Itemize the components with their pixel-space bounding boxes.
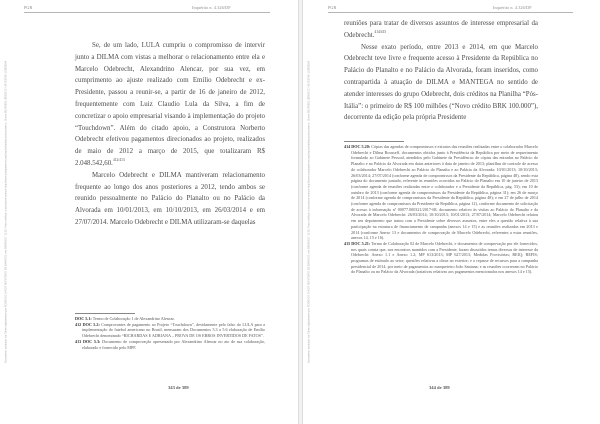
sidebar-text: Documento assinado via Token digitalmente por RODRIGO JANOT MONTEIRO DE BARROS, em 08/09/2017 11:16. Para verificar a assinatura acesse http://www.transparencia.mpf.mp.br/validacaodocumento. Chave 6D2F8E01.3B9D5C17.4A7E2F90.1C8B3D64 xyxy=(307,60,311,364)
footnote-text: Comprovantes de pagamento ao Projeto “Touchdown”, devidamente pelo falso do LULA para a implementação do futebol americano no Brasil, mensuram dos Documentos 5.3 a 5.6 elaboração de Emílio Odebrecht denominado “RICHARDAS E ADRIANA – PROVA DE OS ERROS INVERTIDOS DE FATOS”. xyxy=(82,321,265,339)
header-left: PGR xyxy=(24,5,33,10)
footnote xyxy=(75,339,265,350)
footnotes xyxy=(75,316,265,350)
body-text xyxy=(75,40,265,229)
footnote-label: 412 DOC 5.2: xyxy=(75,321,100,327)
header-left: PGR xyxy=(328,5,337,10)
signature-sidebar xyxy=(3,0,9,424)
footnote-text: Documento de comprovação apresentado por Alexandrino Alencar no ato de sua colaboração, elaborado e fornecido pelo MPF. xyxy=(82,338,265,350)
footnotes xyxy=(344,144,538,275)
paragraph xyxy=(75,170,265,229)
footnote-reference: 412/413 xyxy=(112,157,125,162)
sidebar-text: Documento assinado via Token digitalmente por RODRIGO JANOT MONTEIRO DE BARROS, em 08/09/2017 11:16. Para verificar a assinatura acesse http://www.transparencia.mpf.mp.br/validacaodocumento. Chave 6D2F8E01.3B9D5C17.4A7E2F90.1C8B3D64 xyxy=(4,60,8,364)
header-right: Inquérito n. 4.326/DF xyxy=(493,5,532,10)
footnote-label: 413 DOC 5.3: xyxy=(75,338,101,344)
header-right: Inquérito n. 4.326/DF xyxy=(192,5,231,10)
header-rule xyxy=(24,12,270,13)
paragraph xyxy=(344,42,538,125)
footnote-rule xyxy=(344,141,404,142)
footnote-label: 414 DOC 5.20: xyxy=(344,144,371,149)
left-page xyxy=(0,0,299,424)
footnote-rule xyxy=(75,313,135,314)
header-rule xyxy=(328,12,573,13)
paragraph-text: Marcelo Odebrecht e DILMA mantiveram relacionamento frequente ao longo dos anos posteriores a 2012, tendo ambos se reunido pessoalmente no Palácio do Planalto ou no Palácio da Alvorada em 10/01/2013, em 10/10/2013, em 26/03/2014 e em 27/07/2014. Marcelo Odebrecht e DILMA utilizaram-se daquelas xyxy=(75,171,265,226)
paragraph-text: Nesse exato período, entre 2013 e 2014, em que Marcelo Odebrecht teve livre e frequente acesso à Presidente da República no Palácio do Planalto e no Palácio da Alvorada, foram inseridos, como contrapartida à atuação de DILMA e MANTEGA no sentido de atender interesses do grupo Odebrecht, dois créditos na Planilha “Pós-Itália”: o primeiro de R$ 100 milhões (“Novo crédito BRK 100.000”), decorrente da edição pela própria Presidente xyxy=(344,43,538,122)
paragraph xyxy=(344,18,538,42)
page-number: 343 de 389 xyxy=(168,385,189,390)
page-number: 344 de 389 xyxy=(429,385,450,390)
footnote xyxy=(75,322,265,339)
signature-sidebar xyxy=(306,0,312,424)
footnote-label: 415 DOC 5.21: xyxy=(344,240,371,246)
paragraph-text: Se, de um lado, LULA cumpriu o compromisso de intervir junto a DILMA com vistas a melhorar o relacionamento entre ela e Marcelo Odebrecht, Alexandrino Alencar, por sua vez, em cumprimento ao ajuste realizado com Emílio Odebrecht e ex-Presidente, passou a reunir-se, a partir de 16 de janeiro de 2012, frequentemente com Luiz Claudio Lula da Silva, a fim de concretizar o apoio empresarial visando à implementação do projeto “Touchdown”. Além do citado apoio, a Construtora Norberto Odebrecht efetivou pagamentos direcionados ao projeto, realizados de maio de 2012 a março de 2015, que totalizaram R$ 2.048.542,60. xyxy=(75,42,265,167)
footnote-text: Termo de Colaboração 02 de Marcelo Odebrecht, e documentos de comprovação por ele fornecidos, nos quais consta que, nos encontros mantidos com a Presidente, foram discutidos temas diversos de interesse da Odebrecht: Anexo 1.1 e Anexo 1.2; MP 613/2013; MP 627/2013; Medidas Provisórias; REIQ; REFIS; programas de estímulo ao setor; questões relativas a obras no exterior; e o repasse de recursos para a campanha presidencial de 2014, por meio de pagamentos ao marqueteiro João Santana; e as reuniões ocorreram no Palácio do Planalto ou no Palácio da Alvorada (tratativas relativas aos pagamentos mencionados nos anexos 14 e 15). xyxy=(351,240,538,275)
body-text xyxy=(344,18,538,124)
footnote-text: Termo de Colaboração 1 de Alexandrino Alencar. xyxy=(92,316,175,321)
paragraph xyxy=(75,40,265,170)
paragraph-text: reuniões para tratar de diversos assuntos de interesse empresarial da Odebrecht. xyxy=(344,20,538,39)
footnote xyxy=(344,144,538,241)
footnote-text: Cópias das agendas de compromissos e extratos das reuniões realizadas entre o colaborador Marcelo Odebrecht e Dilma Rousseff, documentos obtidos junto à Presidência da República por meio de requerimento formulado ao Gabinete Pessoal, atendidos pelo Gabinete da Presidência: de cópias das entradas no Palácio do Planalto e no Palácio da Alvorada em datas anteriores à data de janeiro de 2013; planilhas de controle de acesso do colaborador Marcelo Odebrecht ao Palácio do Planalto e ao Palácio da Alvorada: 10/01/2013; 10/10/2013; 26/03/2014; 27/07/2014 (conforme agenda de compromissos da Presidente da República, página 48), sendo esta página do documento juntado, referente às reuniões ocorridas no Palácio do Planalto em 10 de janeiro de 2013 (conforme agenda de reuniões realizadas entre o colaborador e a Presidente da República, pág. 53); em 10 de outubro de 2013 (conforme agenda de compromissos da Presidente da República, página 31); em 26 de março de 2014 (conforme agenda de compromissos da Presidente da República, página 48); e em 27 de julho de 2014 (conforme agenda de compromissos da Presidente da República, página 12), conforme documento de solicitação de acesso à informação nº 00077.000321/2017-68, documento relativo às visitas ao Palácio do Planalto e da Alvorada de Marcelo Odebrecht: 26/03/2014; 10/10/2013; 10/01/2013; 27/07/2014; Marcelo Odebrecht relatou em seu depoimento que tratou com a Presidente sobre diversos assuntos, entre eles a questão relativa à sua participação na estrutura de financiamento de campanha (anexos 14 e 15) e as reuniões realizadas em 2013 e 2014 (conforme Anexo 13 e documentos de comprovação de Marcelo Odebrecht, referentes a estas reuniões, anexos 14, 15 e 16). xyxy=(351,144,538,241)
footnote xyxy=(344,241,538,275)
footnote-reference: 414/415 xyxy=(374,29,387,34)
right-page xyxy=(302,0,600,424)
footnote-label: DOC 5.1: xyxy=(75,316,92,321)
